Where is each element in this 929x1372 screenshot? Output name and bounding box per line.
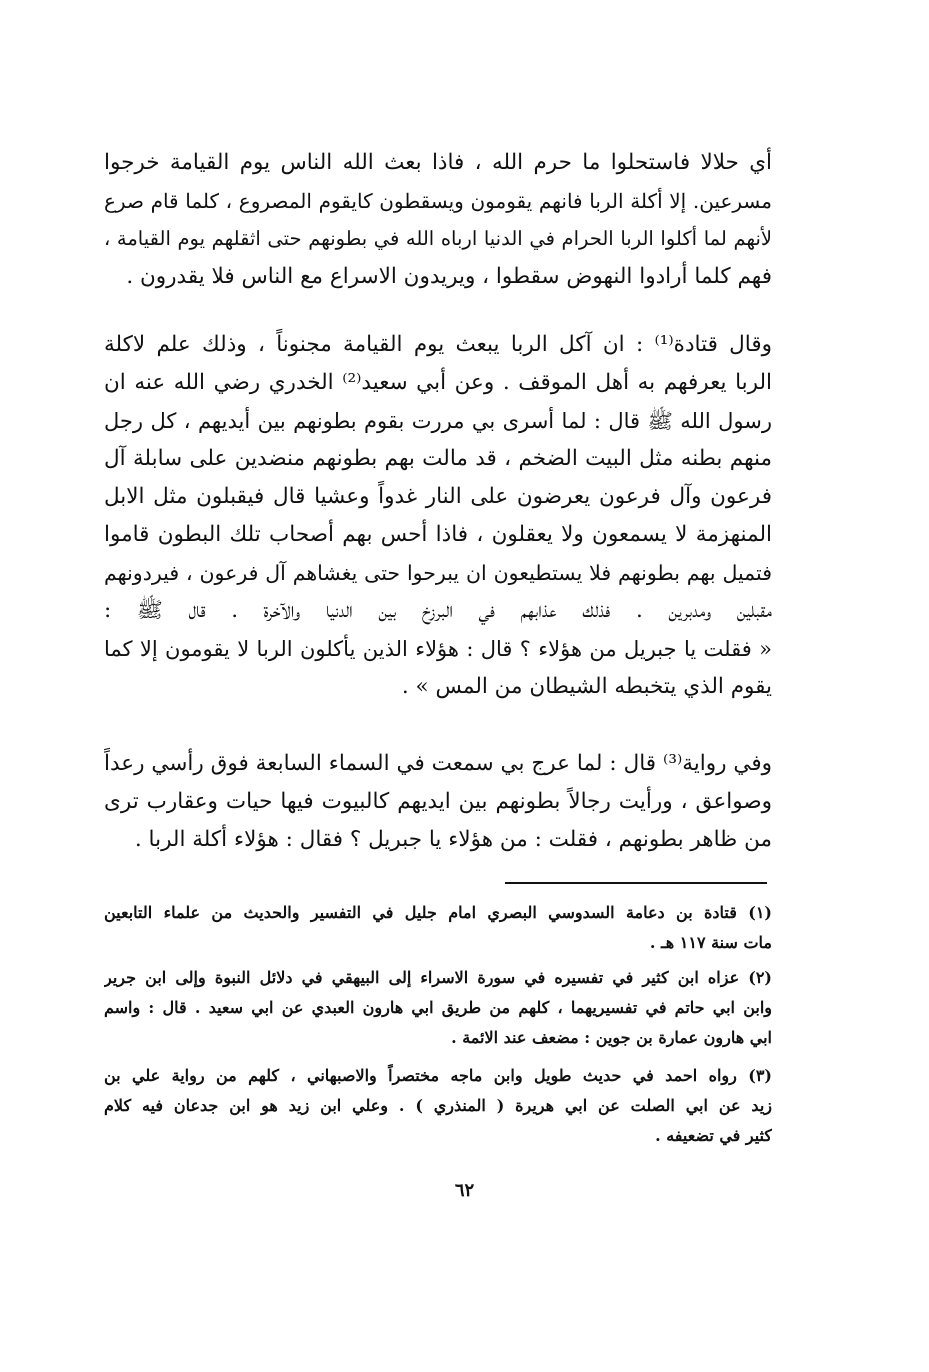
text-line: فتميل بهم بطونهم فلا يستطيعون ان يبرحوا حتى يغشاهم آل فرعون ، فيردونهم: [104, 561, 772, 585]
text-line: يقوم الذي يتخبطه الشيطان من المس » .: [401, 674, 772, 699]
text-line: مسرعين. إلا أكلة الربا فانهم يقومون ويسقطون كايقوم المصروع ، كلما قام صرع: [104, 189, 772, 213]
text-line: وقال قتادة⁽¹⁾ : ان آكل الربا يبعث يوم القيامة مجنوناً ، وذلك علم لاكلة: [104, 332, 772, 357]
text-line: المنهزمة لا يسمعون ولا يعقلون ، فاذا أحس بهم أصحاب تلك البطون قاموا: [104, 522, 772, 547]
text-line: وفي رواية⁽³⁾ قال : لما عرج بي سمعت في السماء السابعة فوق رأسي رعداً: [104, 751, 772, 776]
text-line: منهم بطنه مثل البيت الضخم ، قد مالت بهم بطونهم منضدين على سابلة آل: [104, 446, 772, 471]
footnote-line: زيد عن ابي الصلت عن ابي هريرة ( المنذري ) . وعلي ابن زيد هو ابن جدعان فيه كلام: [104, 1096, 772, 1115]
footnote-1: [104, 898, 772, 958]
footnote-line: (١) قتادة بن دعامة السدوسي البصري امام جليل في التفسير والحديث من علماء التابعين: [104, 903, 772, 922]
footnote-2: [104, 963, 772, 1053]
text-line: « فقلت يا جبريل من هؤلاء ؟ قال : هؤلاء الذين يأكلون الربا لا يقومون إلا كما: [104, 637, 772, 661]
footnote-line: (٢) عزاه ابن كثير في تفسيره في سورة الاسراء إلى البيهقي في دلائل النبوة وإلى ابن جرير: [104, 968, 772, 987]
paragraph-3: [104, 745, 772, 859]
footnote-line: (٣) رواه احمد في حديث طويل وابن ماجه مختصراً والاصبهاني ، كلهم من رواية علي بن: [104, 1066, 772, 1085]
footnote-line: وابن ابي حاتم في تفسيريهما ، كلهم من طريق ابي هارون العبدي عن ابي سعيد . قال : واسم: [104, 998, 772, 1017]
paragraph-2: [104, 326, 772, 706]
text-line: مقبلين ومدبرين . فذلك عذابهم في البرزخ بين الدنيا والآخرة . قال ﷺ :: [104, 598, 772, 623]
text-line: فهم كلما أرادوا النهوض سقطوا ، ويريدون الاسراع مع الناس فلا يقدرون .: [126, 264, 772, 289]
footnote-line: ابي هارون عمارة بن جوين : مضعف عند الائمة .: [451, 1028, 772, 1047]
text-line: أي حلالا فاستحلوا ما حرم الله ، فاذا بعث الله الناس يوم القيامة خرجوا: [104, 150, 772, 175]
footnote-3: [104, 1061, 772, 1151]
text-line: فرعون وآل فرعون يعرضون على النار غدواً وعشيا قال فيقبلون مثل الابل: [104, 484, 772, 509]
footnote-line: مات سنة ١١٧ هـ .: [649, 933, 772, 952]
paragraph-1: [104, 144, 772, 296]
page-number: ٦٢: [454, 1180, 475, 1201]
text-line: لأنهم لما أكلوا الربا الحرام في الدنيا ارباه الله في بطونهم حتى اثقلهم يوم القيامة ،: [104, 227, 772, 250]
text-line: من ظاهر بطونهم ، فقلت : من هؤلاء يا جبريل ؟ فقال : هؤلاء أكلة الربا .: [134, 827, 772, 852]
footnote-line: كثير في تضعيفه .: [655, 1126, 772, 1145]
footnote-separator: [505, 882, 767, 884]
text-line: رسول الله ﷺ قال : لما أسرى بي مررت بقوم بطونهم بين أيديهم ، كل رجل: [104, 409, 772, 433]
text-line: وصواعق ، ورأيت رجالاً بطونهم بين ايديهم كالبيوت فيها حيات وعقارب ترى: [104, 789, 772, 814]
text-line: الربا يعرفهم به أهل الموقف . وعن أبي سعيد⁽²⁾ الخدري رضي الله عنه ان: [104, 370, 772, 395]
